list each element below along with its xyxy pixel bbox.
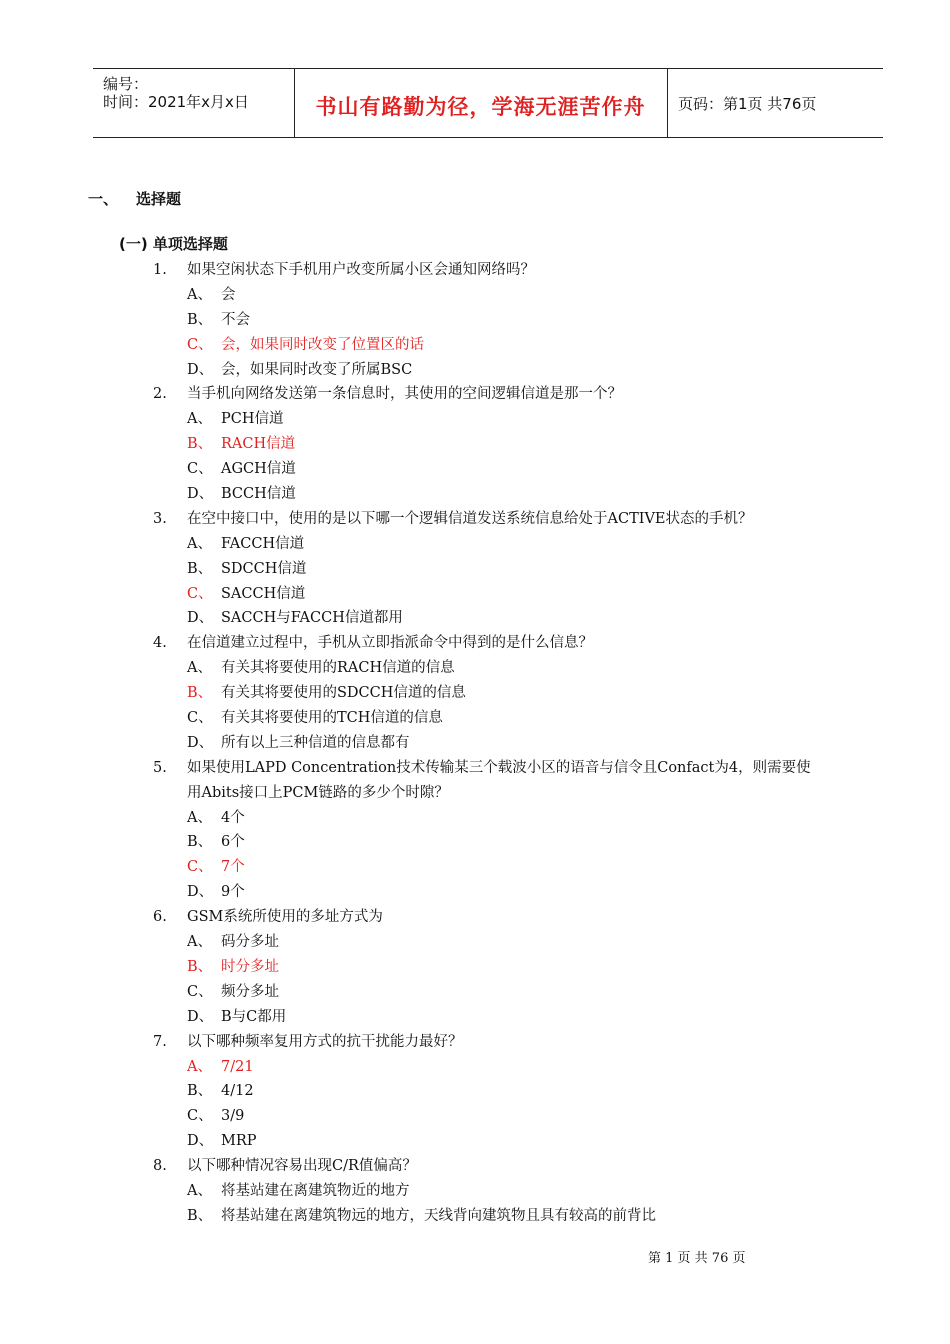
option-row (0, 731, 950, 756)
option-label: C、 (187, 983, 213, 1000)
option-row (0, 1005, 950, 1030)
option-label: D、 (187, 361, 214, 378)
option-text: 将基站建在离建筑物近的地方 (221, 1182, 410, 1199)
footer-page-number: 第 1 页 共 76 页 (648, 1251, 746, 1266)
option-text: AGCH信道 (221, 461, 296, 478)
option-text: 时分多址 (221, 958, 279, 975)
option-row (0, 557, 950, 582)
option-row (0, 656, 950, 681)
question-number: 5. (153, 759, 167, 776)
option-label: C、 (187, 859, 213, 876)
option-row (0, 407, 950, 432)
option-row (0, 980, 950, 1005)
motto: 书山有路勤为径，学海无涯苦作舟 (315, 95, 646, 119)
option-text: 7/21 (221, 1058, 254, 1075)
option-row (0, 880, 950, 905)
question-text-continued: 用Abits接口上PCM链路的多少个时隙？ (187, 784, 449, 801)
question-number: 4. (153, 635, 167, 652)
option-text: 6个 (221, 834, 245, 851)
option-text: 有关其将要使用的SDCCH信道的信息 (221, 685, 466, 702)
header-motto-cell (294, 69, 668, 137)
question-text: 以下哪种情况容易出现C/R值偏高？ (187, 1158, 417, 1175)
code-label: 编号： (103, 75, 149, 93)
option-label: A、 (187, 1182, 212, 1199)
option-row (0, 1055, 950, 1080)
option-label: A、 (187, 934, 212, 951)
option-row (0, 830, 950, 855)
option-row (0, 532, 950, 557)
document-header (93, 68, 883, 138)
option-label: C、 (187, 461, 213, 478)
option-text: 会 (221, 286, 236, 303)
question-row (0, 631, 950, 656)
option-text: SACCH信道 (221, 585, 306, 602)
option-label: B、 (187, 560, 213, 577)
question-number: 6. (153, 909, 167, 926)
option-text: FACCH信道 (221, 535, 305, 552)
option-label: A、 (187, 286, 212, 303)
option-text: 将基站建在离建筑物远的地方，天线背向建筑物且具有较高的前背比 (221, 1207, 656, 1224)
option-text: PCH信道 (221, 411, 284, 428)
option-row (0, 681, 950, 706)
option-label: D、 (187, 486, 214, 503)
option-text: 会，如果同时改变了所属BSC (221, 361, 413, 378)
option-text: SDCCH信道 (221, 560, 307, 577)
question-text: 在信道建立过程中，手机从立即指派命令中得到的是什么信息？ (187, 635, 593, 652)
question-text: 如果使用LAPD Concentration技术传输某三个载波小区的语音与信令且Confact为4，则需要使 (187, 759, 811, 776)
section-title (88, 188, 181, 209)
option-row (0, 432, 950, 457)
option-text: 9个 (221, 884, 245, 901)
option-text: 4个 (221, 809, 245, 826)
question-row (0, 905, 950, 930)
section-number: 一、 (88, 190, 119, 208)
question-text: GSM系统所使用的多址方式为 (187, 909, 383, 926)
option-row (0, 806, 950, 831)
question-text: 如果空闲状态下手机用户改变所属小区会通知网络吗？ (187, 262, 535, 278)
question-number: 3. (153, 510, 167, 527)
question-text: 在空中接口中，使用的是以下哪一个逻辑信道发送系统信息给处于ACTIVE状态的手机？ (187, 510, 753, 527)
option-label: B、 (187, 685, 213, 702)
option-label: C、 (187, 336, 213, 353)
header-meta-cell (93, 69, 295, 137)
option-row (0, 955, 950, 980)
page-info: 页码：第1页 共76页 (678, 95, 817, 113)
option-row (0, 308, 950, 333)
option-label: D、 (187, 1133, 214, 1150)
option-label: D、 (187, 884, 214, 901)
option-text: BCCH信道 (221, 486, 296, 503)
option-label: A、 (187, 1058, 212, 1075)
option-row (0, 283, 950, 308)
question-row (0, 1154, 950, 1179)
option-row (0, 1129, 950, 1154)
option-row (0, 855, 950, 880)
option-label: A、 (187, 535, 212, 552)
question-row (0, 507, 950, 532)
question-text: 当手机向网络发送第一条信息时，其使用的空间逻辑信道是那一个？ (187, 386, 622, 403)
option-text: 频分多址 (221, 983, 279, 1000)
option-text: 有关其将要使用的TCH信道的信息 (221, 710, 443, 727)
option-row (0, 1204, 950, 1229)
option-label: D、 (187, 1008, 214, 1025)
option-text: 有关其将要使用的RACH信道的信息 (221, 660, 455, 677)
option-label: D、 (187, 610, 214, 627)
option-text: 会，如果同时改变了位置区的话 (221, 336, 424, 353)
option-text: 7个 (221, 859, 245, 876)
option-row (0, 1079, 950, 1104)
question-row (0, 382, 950, 407)
option-row (0, 1179, 950, 1204)
option-text: 4/12 (221, 1083, 254, 1100)
option-text: 3/9 (221, 1108, 245, 1125)
option-label: B、 (187, 834, 213, 851)
option-row (0, 706, 950, 731)
question-text: 以下哪种频率复用方式的抗干扰能力最好？ (187, 1033, 463, 1050)
option-label: A、 (187, 660, 212, 677)
option-row (0, 1104, 950, 1129)
option-label: B、 (187, 958, 213, 975)
question-row (0, 258, 950, 283)
time-label: 时间：2021年x月x日 (103, 93, 249, 111)
option-text: 所有以上三种信道的信息都有 (221, 734, 410, 751)
option-label: C、 (187, 710, 213, 727)
option-row (0, 606, 950, 631)
option-label: B、 (187, 436, 213, 453)
option-label: A、 (187, 809, 212, 826)
option-label: A、 (187, 411, 212, 428)
subsection-title: (一) 单项选择题 (119, 235, 228, 253)
option-row (0, 582, 950, 607)
option-text: RACH信道 (221, 436, 296, 453)
question-row (0, 1030, 950, 1055)
option-row (0, 930, 950, 955)
option-label: B、 (187, 311, 213, 328)
question-number: 1. (153, 262, 167, 278)
option-row (0, 482, 950, 507)
option-text: 不会 (221, 311, 250, 328)
option-text: 码分多址 (221, 934, 279, 951)
option-label: D、 (187, 734, 214, 751)
option-label: C、 (187, 585, 213, 602)
option-text: MRP (221, 1133, 257, 1150)
question-list (0, 258, 950, 1229)
option-text: SACCH与FACCH信道都用 (221, 610, 403, 627)
header-page-cell (668, 69, 883, 137)
option-label: B、 (187, 1207, 213, 1224)
question-number: 8. (153, 1158, 167, 1175)
question-row (0, 756, 950, 781)
option-row (0, 457, 950, 482)
option-label: B、 (187, 1083, 213, 1100)
option-label: C、 (187, 1108, 213, 1125)
question-number: 2. (153, 386, 167, 403)
option-row (0, 333, 950, 358)
question-number: 7. (153, 1033, 167, 1050)
question-row-continued (0, 781, 950, 806)
option-row (0, 358, 950, 383)
option-text: B与C都用 (221, 1008, 287, 1025)
section-title-text: 选择题 (136, 190, 182, 208)
